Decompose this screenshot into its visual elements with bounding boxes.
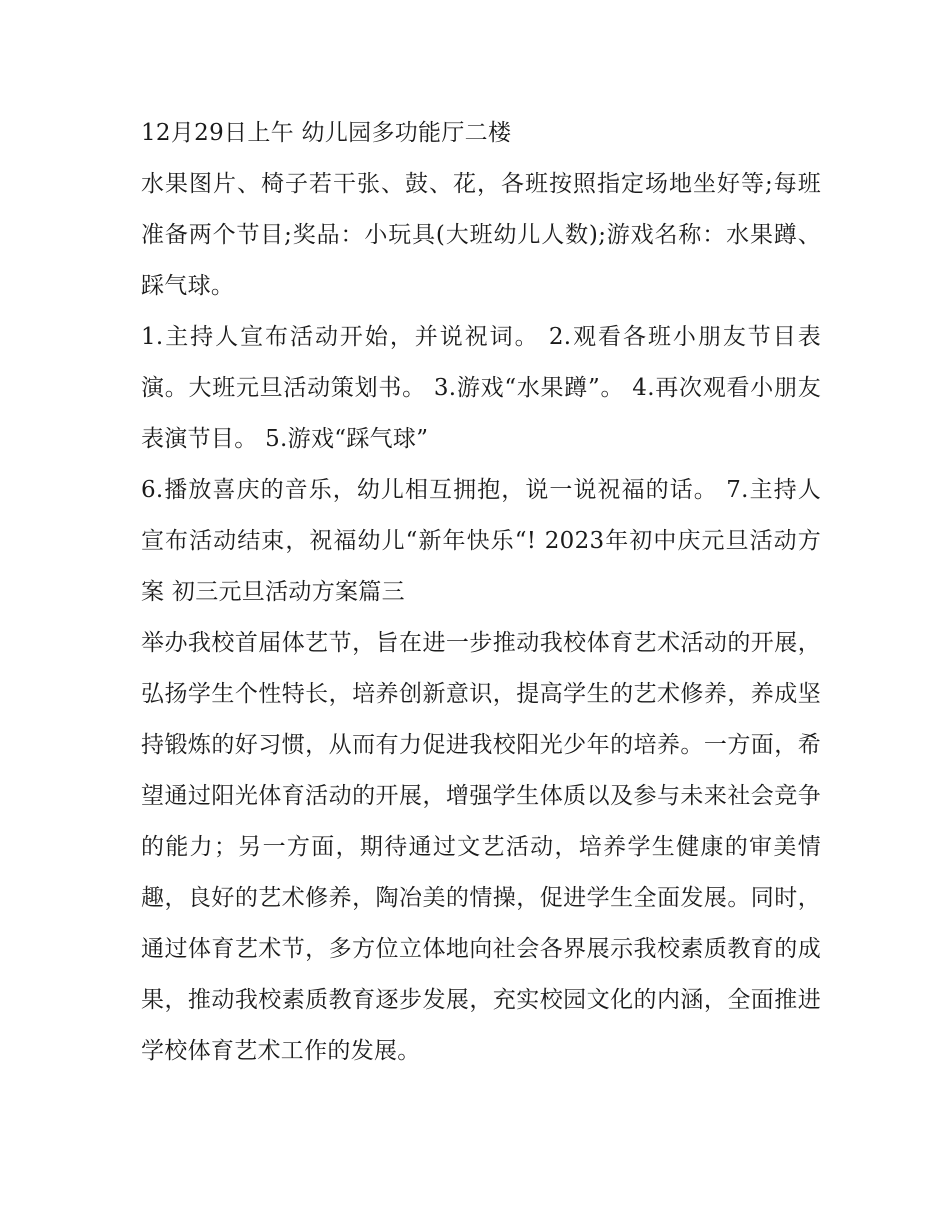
- paragraph-process-2: 6.播放喜庆的音乐，幼儿相互拥抱，说一说祝福的话。 7.主持人宣布活动结束，祝福幼儿“新年快乐“! 2023年初中庆元旦活动方案 初三元旦活动方案篇三: [141, 477, 821, 605]
- document-body: [141, 108, 821, 1077]
- paragraph-process-1: 1.主持人宣布活动开始，并说祝词。 2.观看各班小朋友节目表演。大班元旦活动策划书。 3.游戏“水果蹲”。 4.再次观看小朋友表演节目。 5.游戏“踩气球”: [141, 324, 821, 452]
- paragraph-purpose: 举办我校首届体艺节，旨在进一步推动我校体育艺术活动的开展，弘扬学生个性特长，培养创新意识，提高学生的艺术修养，养成坚持锻炼的好习惯，从而有力促进我校阳光少年的培养。一方面，希望通过阳光体育活动的开展，增强学生体质以及参与未来社会竞争的能力；另一方面，期待通过文艺活动，培养学生健康的审美情趣，良好的艺术修养，陶冶美的情操，促进学生全面发展。同时，通过体育艺术节，多方位立体地向社会各界展示我校素质教育的成果，推动我校素质教育逐步发展，充实校园文化的内涵，全面推进学校体育艺术工作的发展。: [141, 630, 821, 1064]
- paragraph-time-location: 12月29日上午 幼儿园多功能厅二楼: [141, 120, 512, 146]
- paragraph-materials: 水果图片、椅子若干张、鼓、花，各班按照指定场地坐好等;每班准备两个节目;奖品：小玩具(大班幼儿人数);游戏名称：水果蹲、踩气球。: [141, 171, 821, 299]
